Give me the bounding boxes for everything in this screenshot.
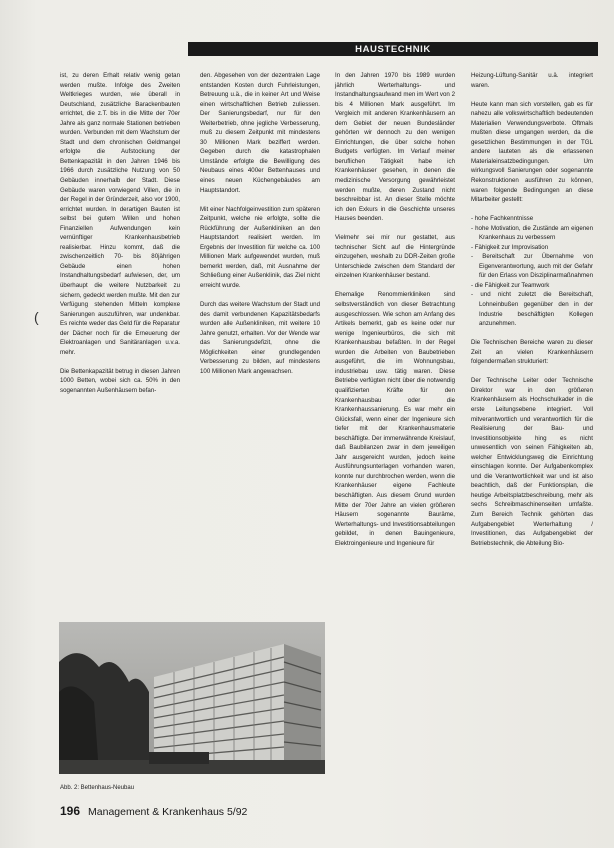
- text-column-4: [471, 71, 593, 558]
- paragraph: ist, zu deren Erhalt relativ wenig getan werden mußte. Infolge des Zweiten Weltkrieges wurden, wie überall in Deutschland, zusätzliche Barackenbauten errichtet, die z.T. bis in die Mitte der 70er Jahre als ganz normale Stationen betrieben wurden. Verbunden mit dem Wachstum der Stadt und dem chronischen Geldmangel erfolgte die Aufstockung der Bettenkapazität in den Jahren 1946 bis 1966 durch zusätzliche Nutzung von 50 Gebäuden innerhalb der Stadt. Diese Gebäude waren vorwiegend Villen, die in der Regel in der Gründerzeit, also vor 1900, errichtet wurden. In derartigen Bauten ist selbst bei gutem Willen und hohen Finanziellen Aufwendungen kein vernünftiger Krankenhausbetrieb realisierbar. Hinzu kommt, daß die zwischenzeitlich 70- bis 80jährigen Gebäude einen hohen Instandhaltungsbedarf aufwiesen, der, um überhaupt die weitere Nutzbarkeit zu sichern, gedeckt werden mußte. Mit den zur Verfügung stehenden Mitteln komplexe Sanierungen auszuführen, war undenkbar. Es reichte weder das Geld für die Reparatur der Dächer noch für die Erneuerung der Elektroanlagen und Sanitäranlagen u.v.a. mehr.: [60, 72, 180, 356]
- building-photo-illustration: [59, 622, 325, 774]
- paragraph: In den Jahren 1970 bis 1989 wurden jährlich Werterhaltungs- und Instandhaltungsaufwand men im Wert von 2 bis 4 Millionen Mark ausgeführt. Im Vergleich mit anderen Krankenhäusern an dem Gebiet der neuen Bundesländer gehörten wir dennoch zu den wenigen Einrichtungen, die über solche hohen Budgets verfügten. Im Verlauf meiner beruflichen Tätigkeit habe ich Krankenhäuser gesehen, in denen die medizinische Versorgung gewährleistet werden mußte, deren Zustand nicht beschreibbar ist. An dieser Stelle möchte ich den Exkurs in die Geschichte unseres Hauses beenden.: [335, 72, 455, 223]
- requirements-list: [471, 214, 593, 329]
- building-photo: [59, 622, 325, 774]
- paragraph: Heizung-Lüftung-Sanitär u.ä. integriert waren.: [471, 72, 593, 89]
- list-item: - hohe Motivation, die Zustände am eigenen Krankenhaus zu verbessern: [471, 224, 593, 242]
- margin-mark: (: [34, 309, 39, 325]
- list-item: - die Fähigkeit zur Teamwork: [471, 281, 550, 289]
- list-item: - hohe Fachkenntnisse: [471, 215, 534, 223]
- paragraph: Der Technische Leiter oder Technische Direktor war in den größeren Krankenhäusern als Hochschulkader in die erste Leitungsebene integriert. Voll mitverantwortlich und verantwortlich für die Realisierung der Bau- und Investitionsobjekte hing es nicht unwesentlich von seinen Fähigkeiten ab, welcher Entwicklungsweg die Einrichtung einschlagen konnte. Der Aufgabenkomplex und die Verantwortlichkeit war und ist also beachtlich, daß der Funktionsplan, die heutige Arbeitsplatzbeschreibung, mehr als sechs Schreibmaschinenseiten umfaßte. Zum Bereich Technik gehörten das Aufgabengebiet Werterhaltung / Investitionen, das Aufgabengebiet der Betriebstechnik, die Abteilung Bio-: [471, 377, 593, 547]
- text-column-3: [335, 71, 455, 558]
- paragraph: Durch das weitere Wachstum der Stadt und des damit verbundenen Kapazitätsbedarfs wurden alle Außenkliniken, mit weitere 10 Jahre genutzt, erhalten. Vor der Wende war das Sanierungsdefizit, ohne die Möglichkeiten einer grundlegenden Verbesserung zu bilden, auf mindestens 100 Millionen Mark angewachsen.: [200, 301, 320, 375]
- page-footer: [60, 804, 247, 818]
- section-title: HAUSTECHNIK: [355, 43, 431, 55]
- text-column-2: [200, 71, 320, 386]
- photo-caption: Abb. 2: Bettenhaus-Neubau: [60, 785, 135, 791]
- list-item: - Bereitschaft zur Übernahme von Eigenverantwortung, auch mit der Gefahr für den Erlass von Disziplinarmaßnahmen: [471, 253, 593, 280]
- list-item: - Fähigkeit zur Improvisation: [471, 243, 549, 251]
- list-item: - und nicht zuletzt die Bereitschaft, Lohneinbußen gegenüber den in der Industrie beschäftigten Kollegen anzunehmen.: [471, 291, 593, 328]
- paragraph: Vielmehr sei mir nur gestattet, aus technischer Sicht auf die Hintergründe einzugehen, weshalb zu DDR-Zeiten große Unterschiede zwischen dem Standard der einzelnen Krankenhäuser bestand.: [335, 234, 455, 280]
- paragraph: Mit einer Nachfolgeinvestition zum späteren Zeitpunkt, welche nie erfolgte, sollte die Rückführung der Außenkliniken an den Hauptstandort realisiert werden. Im Ergebnis der Investition für welche ca. 100 Millionen Mark aufgewendet wurden, muß bemerkt werden, daß, mit Ausnahme der Schließung einer Außenklinik, das Ziel nicht erreicht wurde.: [200, 205, 320, 289]
- text-column-1: [60, 71, 180, 405]
- paragraph: den. Abgesehen von der dezentralen Lage entstanden Kosten durch Fuhrleistungen, Betreuung u.ä., die in keiner Art und Weise einen wirtschaftlichen Betrieb zuliessen. Der Sanierungsbedarf, nur für den Weiterbetrieb, ohne jegliche Verbesserung, muß zu diesem Zeitpunkt mit mindestens 30 Millionen Mark beziffert werden. Gegeben durch die katastrophalen Umstände erfolgte die Bewilligung des Neubaus eines 400er Bettenhauses und eines neuen Küchengebäudes am Hauptstandort.: [200, 72, 320, 194]
- paragraph: Heute kann man sich vorstellen, gab es für nahezu alle volkswirtschaftlich bedeutenden Materialien Verwendungsverbote. Oftmals mußten diese umgangen werden, da die gesetzlichen Bestimmungen in der TGL andere lauteten als die erlassenen Materialeinsatzbedingungen. Um wirkungsvoll Sanierungen oder sogenannte Rekonstruktionen ausführen zu können, waren folgende Bedingungen an diese Mitarbeiter gestellt:: [471, 100, 593, 204]
- paragraph: Die Technischen Bereiche waren zu dieser Zeit an vielen Krankenhäusern folgendermaßen strukturiert:: [471, 339, 593, 366]
- page-number: 196: [60, 804, 81, 818]
- publication-title: Management & Krankenhaus 5/92: [88, 806, 248, 818]
- paragraph: Ehemalige Renommierkliniken sind selbstverständlich von dieser Betrachtung ausgeschlossen. Wie schon am Anfang des Artikels bemerkt, gab es keine oder nur wenige Ingenieurbüros, die sich mit Krankenhausbau befaßten. In der Regel wurden die Arbeiten von Baubetrieben ausgeführt, die im Wohnungsbau, industriebau usw. tätig waren. Diese Betriebe verfügten nicht über die notwendig qualifizierten Kräfte für den Krankenhausbau oder die Krankenhaussanierung. Es war mehr ein Glücksfall, wenn einer der Ingenieure sich tiefer mit der Krankenhausmaterie beschäftigte. Der immerwährende Kreislauf, daß Baubilanzen zwar in dem jeweiligen Jahr ausgereicht wurden, jedoch keine Ausführungsunterlagen vorhanden waren, konnte nur durchbrochen werden, wenn die Krankenhäuser eigene Fachleute beschäftigten. Aus diesem Grund wurden Mitte der 70er Jahre an vielen größeren Häusern sogenannte Bauräme, Werterhaltungs- und Investitionsabteilungen gebildet, in denen Bauingenieure, Elektroingenieure und Ingenieure für: [335, 291, 455, 547]
- paragraph: Die Bettenkapazität betrug in diesen Jahren 1000 Betten, wobei sich ca. 50% in den sogenannten Außenhäusern befan-: [60, 367, 180, 394]
- section-header: [188, 42, 598, 56]
